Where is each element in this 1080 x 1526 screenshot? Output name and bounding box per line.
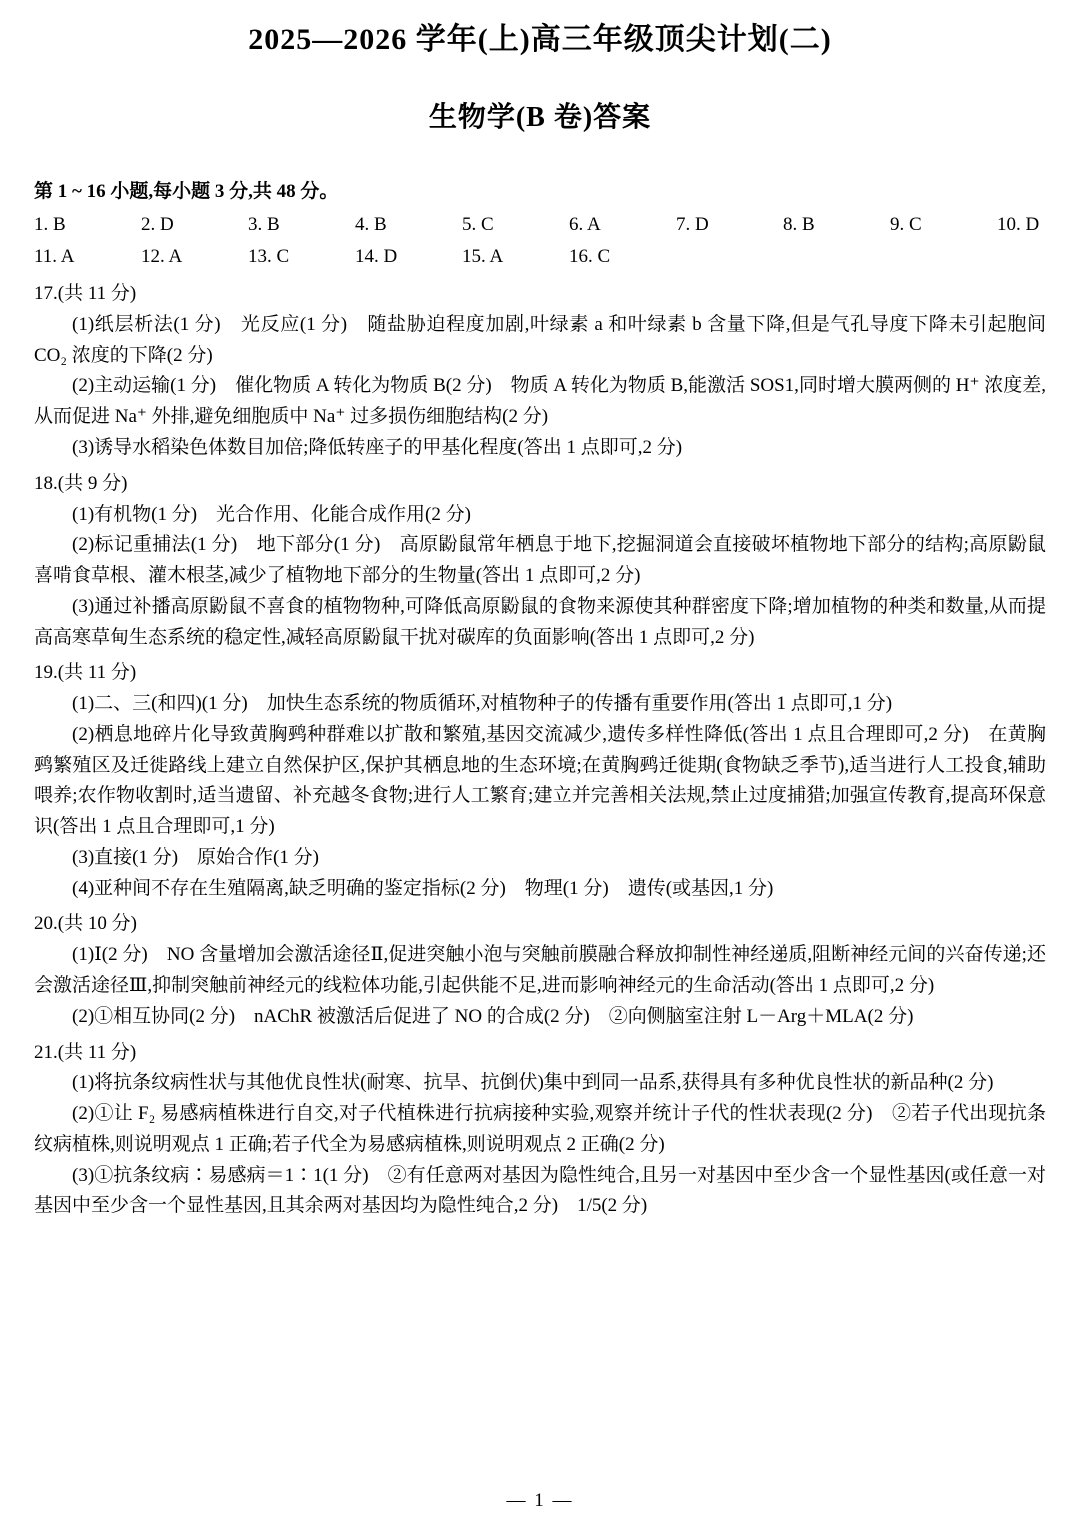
mcq-answer: 1. B xyxy=(34,213,66,235)
mcq-answer: 4. B xyxy=(355,213,387,235)
question-answer-paragraph: (1)Ⅰ(2 分) NO 含量增加会激活途径Ⅱ,促进突触小泡与突触前膜融合释放抑制性神经递质,阻断神经元间的兴奋传递;还会激活途径Ⅲ,抑制突触前神经元的线粒体功能,引起供能不足,进而影响神经元的生命活动(答出 1 点即可,2 分) xyxy=(34,944,1046,996)
mcq-answer: 3. B xyxy=(248,213,280,235)
mcq-answer: 13. C xyxy=(248,246,290,268)
question-answer-paragraph: (3)①抗条纹病∶易感病＝1∶1(1 分) ②有任意两对基因为隐性纯合,且另一对基因中至少含一个显性基因(或任意一对基因中至少含一个显性基因,且其余两对基因均为隐性纯合,2 分) 1/5(2 分) xyxy=(34,1164,1046,1217)
mcq-answer: 14. D xyxy=(355,246,398,268)
page-number: — 1 — xyxy=(506,1490,574,1511)
mcq-answer: 5. C xyxy=(462,213,494,235)
mcq-answer: 11. A xyxy=(34,246,75,268)
question-answer-paragraph: (2)①相互协同(2 分) nAChR 被激活后促进了 NO 的合成(2 分) ②向侧脑室注射 L－Arg＋MLA(2 分) xyxy=(72,1005,914,1027)
question-answer-paragraph: (2)主动运输(1 分) 催化物质 A 转化为物质 B(2 分) 物质 A 转化为物质 B,能激活 SOS1,同时增大膜两侧的 H⁺ 浓度差,从而促进 Na⁺ 外排,避免细胞质中 Na⁺ 过多损伤细胞结构(2 分) xyxy=(34,375,1046,428)
question-answer-paragraph: (1)有机物(1 分) 光合作用、化能合成作用(2 分) xyxy=(72,503,471,525)
mcq-answer: 2. D xyxy=(141,213,174,235)
mcq-answers-row-1 xyxy=(34,209,1046,242)
mcq-answer: 8. B xyxy=(783,213,815,235)
question-heading: 17.(共 11 分) xyxy=(34,283,137,305)
question-answer-paragraph: (3)直接(1 分) 原始合作(1 分) xyxy=(72,846,319,868)
question-heading: 18.(共 9 分) xyxy=(34,472,128,494)
question-answer-paragraph: (3)诱导水稻染色体数目加倍;降低转座子的甲基化程度(答出 1 点即可,2 分) xyxy=(72,436,683,458)
mcq-answer: 16. C xyxy=(569,246,611,268)
page-title: 2025—2026 学年(上)高三年级顶尖计划(二) xyxy=(248,23,832,56)
question-answer-paragraph: (1)将抗条纹病性状与其他优良性状(耐寒、抗旱、抗倒伏)集中到同一品系,获得具有多种优良性状的新品种(2 分) xyxy=(72,1072,994,1094)
question-answer-paragraph: (2)①让 F₂ 易感病植株进行自交,对子代植株进行抗病接种实验,观察并统计子代的性状表现(2 分) ②若子代出现抗条纹病植株,则说明观点 1 正确;若子代全为易感病植株,则说明观点 2 正确(2 分) xyxy=(34,1103,1046,1155)
question-heading: 21.(共 11 分) xyxy=(34,1041,137,1063)
question-answer-paragraph: (2)栖息地碎片化导致黄胸鹀种群难以扩散和繁殖,基因交流减少,遗传多样性降低(答出 1 点且合理即可,2 分) 在黄胸鹀繁殖区及迁徙路线上建立自然保护区,保护其栖息地的生态环境;在黄胸鹀迁徙期(食物缺乏季节),适当进行人工投食,辅助喂养;农作物收割时,适当遗留、补充越冬食物;进行人工繁育;建立并完善相关法规,禁止过度捕猎;加强宣传教育,提高环保意识(答出 1 点且合理即可,1 分) xyxy=(34,723,1046,838)
question-answer-paragraph: (2)标记重捕法(1 分) 地下部分(1 分) 高原鼢鼠常年栖息于地下,挖掘洞道会直接破坏植物地下部分的结构;高原鼢鼠喜啃食草根、灌木根茎,减少了植物地下部分的生物量(答出 1 点即可,2 分) xyxy=(34,534,1046,587)
mcq-answer: 15. A xyxy=(462,246,504,268)
mcq-answer: 7. D xyxy=(676,213,709,235)
question-answer-paragraph: (1)二、三(和四)(1 分) 加快生态系统的物质循环,对植物种子的传播有重要作用(答出 1 点即可,1 分) xyxy=(72,693,893,715)
mcq-answer: 12. A xyxy=(141,246,183,268)
question-answer-paragraph: (3)通过补播高原鼢鼠不喜食的植物物种,可降低高原鼢鼠的食物来源使其种群密度下降;增加植物的种类和数量,从而提高高寒草甸生态系统的稳定性,减轻高原鼢鼠干扰对碳库的负面影响(答出 1 点即可,2 分) xyxy=(34,595,1046,648)
mcq-answer: 9. C xyxy=(890,213,922,235)
question-heading: 20.(共 10 分) xyxy=(34,913,137,935)
mcq-answer: 10. D xyxy=(997,213,1040,235)
question-answer-paragraph: (4)亚种间不存在生殖隔离,缺乏明确的鉴定指标(2 分) 物理(1 分) 遗传(或基因,1 分) xyxy=(72,877,774,899)
mcq-section-heading: 第 1 ~ 16 小题,每小题 3 分,共 48 分。 xyxy=(34,181,339,203)
mcq-answer: 6. A xyxy=(569,213,601,235)
page-subtitle: 生物学(B 卷)答案 xyxy=(428,101,652,133)
mcq-answers-row-2 xyxy=(34,241,1046,274)
question-answer-paragraph: (1)纸层析法(1 分) 光反应(1 分) 随盐胁迫程度加剧,叶绿素 a 和叶绿素 b 含量下降,但是气孔导度下降未引起胞间 CO₂ 浓度的下降(2 分) xyxy=(34,313,1046,366)
question-heading: 19.(共 11 分) xyxy=(34,662,137,684)
